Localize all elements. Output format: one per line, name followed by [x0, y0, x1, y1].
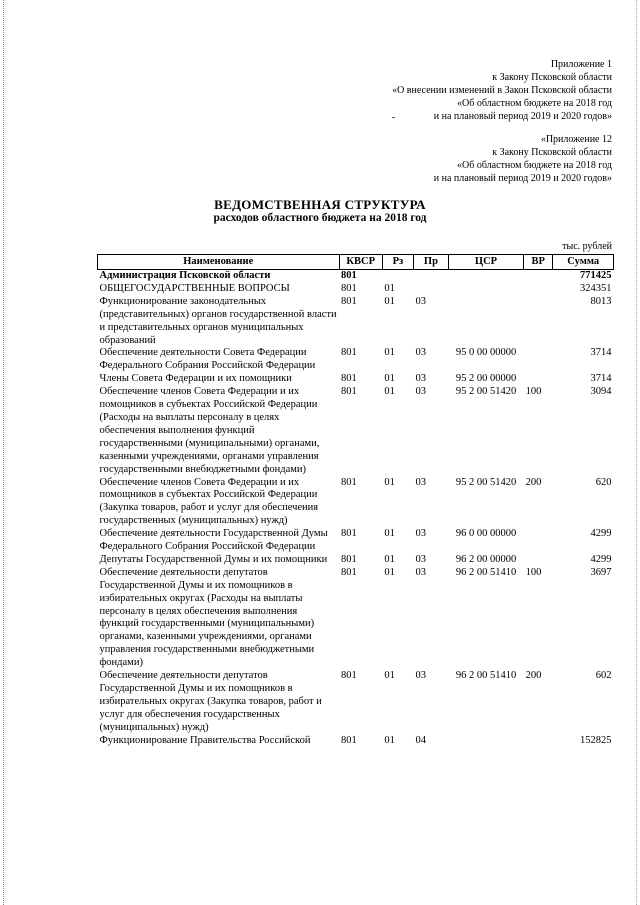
document-subtitle: расходов областного бюджета на 2018 год — [213, 212, 427, 224]
annex-1-line: и на плановый период 2019 и 2020 годов» — [433, 111, 612, 122]
cell-pr: 03 — [415, 553, 426, 565]
cell-csr — [448, 270, 523, 283]
cell-rz: 01 — [384, 373, 395, 385]
table-row — [98, 735, 614, 748]
cell-sum: 324351 — [580, 282, 612, 294]
cell-csr — [448, 283, 523, 296]
cell-pr: 03 — [415, 386, 426, 398]
table-header-row — [98, 255, 614, 270]
cell-csr: 96 2 00 51410 — [455, 670, 517, 682]
cell-vr — [524, 373, 553, 386]
table-row — [98, 347, 614, 373]
cell-kvsr: 801 — [341, 347, 357, 359]
annex-12-header — [434, 133, 612, 185]
cell-kvsr: 801 — [341, 295, 357, 307]
table-body — [98, 270, 614, 748]
table-row — [98, 528, 614, 554]
table-row — [98, 386, 614, 476]
cell-csr — [448, 735, 523, 748]
cell-sum: 3094 — [590, 386, 612, 398]
header-name: Наименование — [98, 255, 340, 270]
cell-kvsr: 801 — [341, 373, 357, 385]
cell-pr: 04 — [415, 734, 426, 746]
units-label: тыс. рублей — [562, 241, 612, 252]
header-rz: Рз — [382, 255, 413, 270]
cell-sum: 8013 — [590, 295, 612, 307]
annex-1-line: «Об областном бюджете на 2018 год — [457, 98, 612, 109]
cell-name: Администрация Псковской области — [99, 270, 271, 281]
cell-kvsr: 801 — [341, 670, 357, 682]
page-edge-left — [3, 0, 4, 905]
cell-rz: 01 — [384, 282, 395, 294]
cell-sum: 3714 — [590, 347, 612, 359]
annex-1-header — [392, 58, 612, 123]
cell-sum: 3714 — [590, 373, 612, 385]
cell-name: Функционирование Правительства Российской — [99, 734, 311, 746]
cell-csr: 96 2 00 51410 — [455, 566, 517, 578]
document-title: ВЕДОМСТВЕННАЯ СТРУКТУРА — [214, 197, 426, 212]
cell-name: Члены Совета Федерации и их помощники — [99, 373, 292, 385]
cell-vr — [524, 528, 553, 554]
cell-rz: 01 — [384, 386, 395, 398]
cell-vr — [524, 347, 553, 373]
header-kvsr: КВСР — [339, 255, 382, 270]
cell-rz: 01 — [384, 295, 395, 307]
cell-vr — [524, 270, 553, 283]
budget-table — [97, 254, 614, 748]
cell-name: Обеспечение членов Совета Федерации и их помощников в субъектах Российской Федерации (Расходы на выплаты персоналу в целях обеспечения выполнения функций государственными (муниципальными) органами, казенными учреждениями, органами управления государственными внебюджетными фондами) — [99, 386, 320, 475]
cell-name: Функционирование законодательных (представительных) органов государственной власти и представительных органов муниципальных образований — [99, 295, 337, 346]
table-row — [98, 270, 614, 283]
cell-kvsr: 801 — [341, 386, 357, 398]
cell-vr: 200 — [525, 476, 542, 488]
cell-kvsr: 801 — [341, 566, 357, 578]
table-row — [98, 373, 614, 386]
annex-1-line: к Закону Псковской области — [492, 72, 612, 83]
cell-name: Обеспечение деятельности Совета Федерации Федерального Собрания Российской Федерации — [99, 347, 316, 372]
cell-pr: 03 — [415, 528, 426, 540]
cell-sum: 3697 — [590, 566, 612, 578]
cell-vr: 100 — [525, 386, 542, 398]
table-row — [98, 567, 614, 670]
cell-kvsr: 801 — [341, 553, 357, 565]
table-row — [98, 477, 614, 529]
cell-rz: 01 — [384, 734, 395, 746]
cell-pr — [413, 283, 448, 296]
table-row — [98, 670, 614, 735]
header-pr: Пр — [413, 255, 448, 270]
cell-csr: 96 0 00 00000 — [455, 528, 517, 540]
cell-sum: 771425 — [580, 270, 612, 281]
annex-12-line: к Закону Псковской области — [492, 147, 612, 158]
cell-pr: 03 — [415, 670, 426, 682]
cell-name: ОБЩЕГОСУДАРСТВЕННЫЕ ВОПРОСЫ — [99, 282, 290, 294]
cell-csr: 95 2 00 51420 — [455, 386, 517, 398]
cell-rz: 01 — [384, 553, 395, 565]
cell-rz — [382, 270, 413, 283]
header-vr: ВР — [524, 255, 553, 270]
cell-vr — [524, 296, 553, 348]
cell-vr — [524, 283, 553, 296]
cell-pr — [413, 270, 448, 283]
cell-csr: 95 2 00 00000 — [455, 373, 517, 385]
cell-name: Обеспечение деятельности Государственной Думы Федерального Собрания Российской Федерации — [99, 528, 328, 553]
cell-pr: 03 — [415, 476, 426, 488]
table-row — [98, 554, 614, 567]
page-edge-right — [636, 0, 637, 905]
cell-rz: 01 — [384, 670, 395, 682]
annex-12-line: и на плановый период 2019 и 2020 годов» — [433, 173, 612, 184]
cell-kvsr: 801 — [341, 270, 357, 281]
cell-name: Обеспечение членов Совета Федерации и их помощников в субъектах Российской Федерации (Закупка товаров, работ и услуг для обеспечения государственных (муниципальных) нужд) — [99, 476, 319, 527]
cell-sum: 4299 — [590, 528, 612, 540]
cell-name: Обеспечение деятельности депутатов Государственной Думы и их помощников в избирательных округах (Расходы на выплаты персоналу в целях обеспечения выполнения функций государственными (муниципальными) органами, казенными учреждениями, органами управления государственными внебюджетными фондами) — [99, 566, 315, 669]
cell-csr: 96 2 00 00000 — [455, 553, 517, 565]
cell-rz: 01 — [384, 476, 395, 488]
cell-vr — [524, 735, 553, 748]
cell-vr — [524, 554, 553, 567]
cell-csr — [448, 296, 523, 348]
cell-rz: 01 — [384, 528, 395, 540]
cell-kvsr: 801 — [341, 734, 357, 746]
separator-mark — [392, 117, 395, 118]
cell-vr: 100 — [525, 566, 542, 578]
header-sum: Сумма — [553, 255, 614, 270]
annex-12-line: «Об областном бюджете на 2018 год — [457, 160, 612, 171]
annex-1-line: Приложение 1 — [550, 59, 612, 70]
table-row — [98, 283, 614, 296]
cell-csr: 95 2 00 51420 — [455, 476, 517, 488]
cell-sum: 152825 — [580, 734, 612, 746]
cell-sum: 602 — [595, 670, 612, 682]
cell-rz: 01 — [384, 347, 395, 359]
cell-csr: 95 0 00 00000 — [455, 347, 517, 359]
cell-rz: 01 — [384, 566, 395, 578]
cell-kvsr: 801 — [341, 282, 357, 294]
cell-kvsr: 801 — [341, 476, 357, 488]
cell-name: Обеспечение деятельности депутатов Государственной Думы и их помощников в избирательных округах (Закупка товаров, работ и услуг для обеспечения государственных (муниципальных) нужд) — [99, 670, 322, 733]
cell-pr: 03 — [415, 373, 426, 385]
cell-pr: 03 — [415, 347, 426, 359]
annex-1-line: «О внесении изменений в Закон Псковской области — [392, 85, 612, 96]
cell-sum: 4299 — [590, 553, 612, 565]
cell-kvsr: 801 — [341, 528, 357, 540]
cell-vr: 200 — [525, 670, 542, 682]
table-row — [98, 296, 614, 348]
cell-sum: 620 — [595, 476, 612, 488]
annex-12-line: «Приложение 12 — [540, 134, 612, 145]
cell-pr: 03 — [415, 295, 426, 307]
cell-name: Депутаты Государственной Думы и их помощники — [99, 553, 328, 565]
cell-pr: 03 — [415, 566, 426, 578]
header-csr: ЦСР — [448, 255, 523, 270]
